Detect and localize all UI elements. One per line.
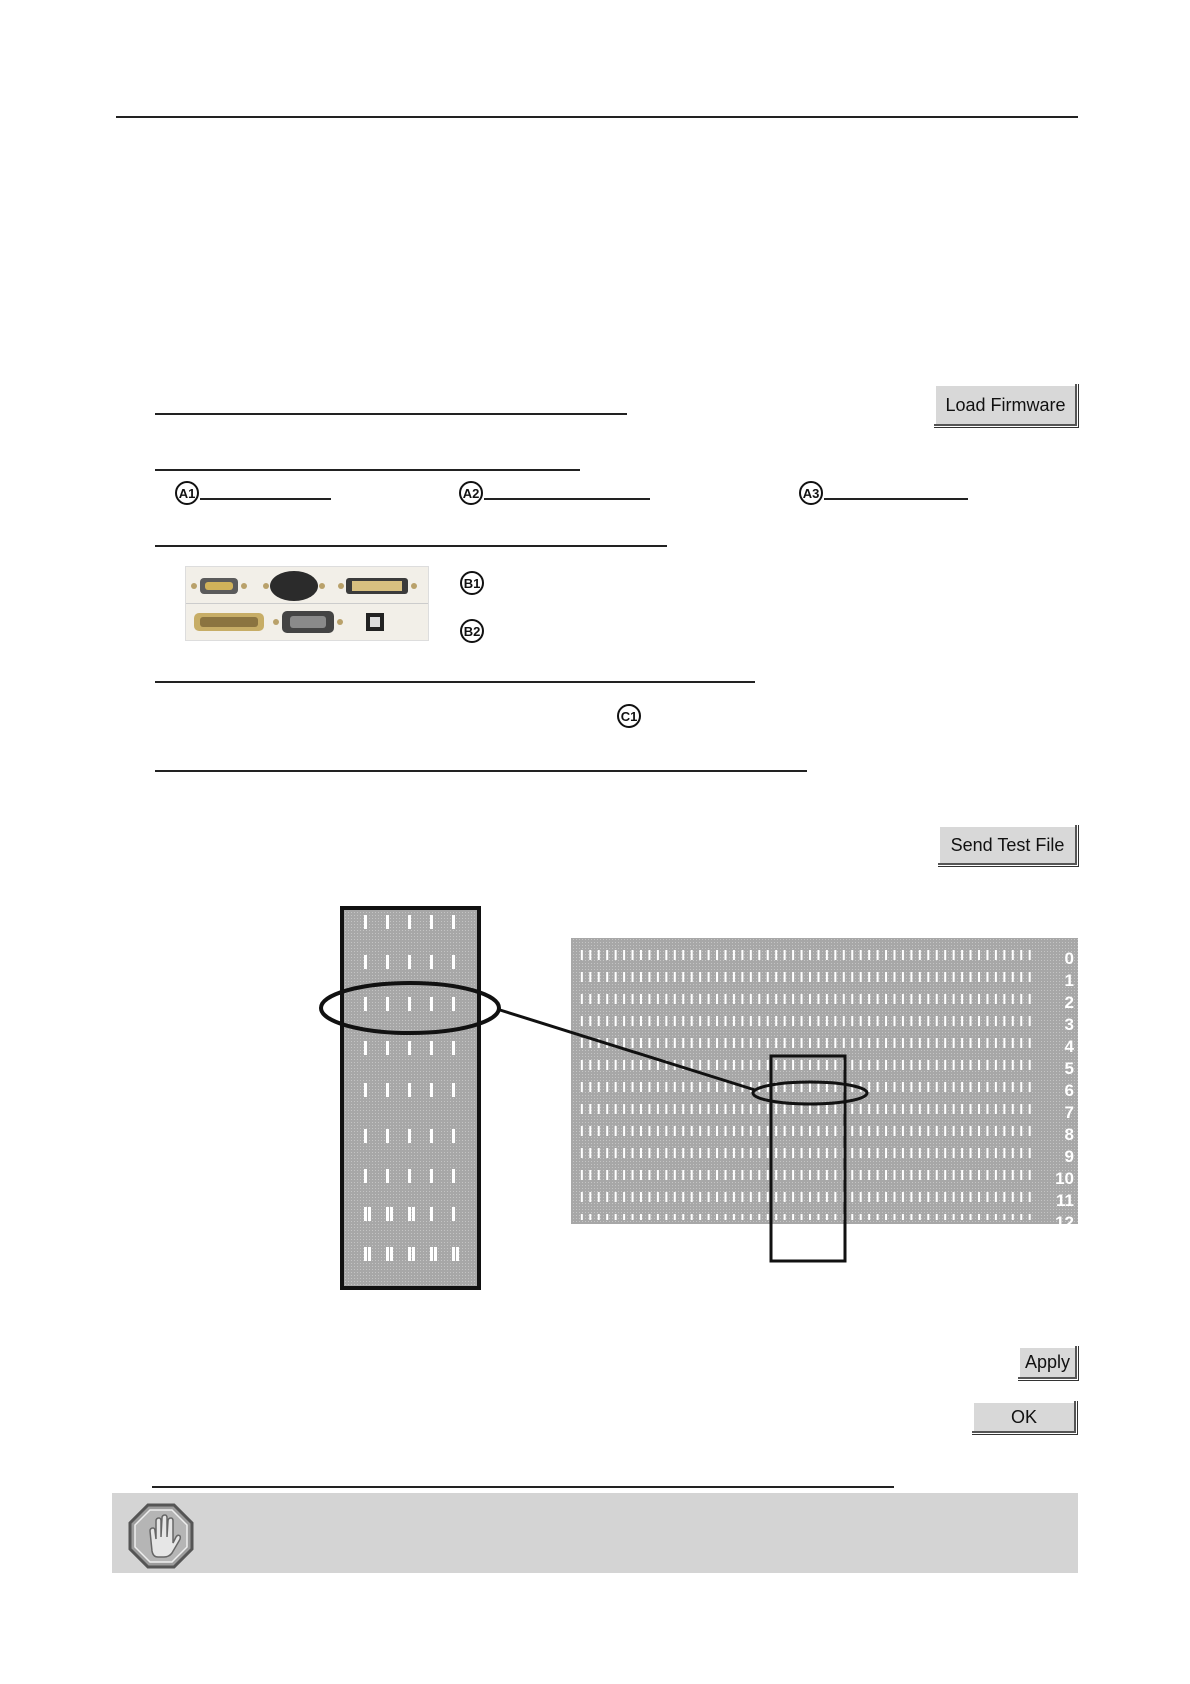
row-number: 5: [1064, 1059, 1074, 1078]
callout-c1: C1: [617, 704, 641, 728]
callout-a1: A1: [175, 481, 199, 505]
section-rule-2: [155, 469, 580, 471]
row-number: 7: [1064, 1103, 1074, 1122]
callout-a2: A2: [459, 481, 483, 505]
section-rule-6: [152, 1486, 894, 1488]
row-number: 6: [1064, 1081, 1074, 1100]
apply-button[interactable]: Apply: [1017, 1345, 1078, 1380]
row-number: 8: [1064, 1125, 1074, 1144]
page-top-rule: [116, 116, 1078, 118]
row-number: 3: [1064, 1015, 1074, 1034]
row-number: 2: [1064, 993, 1074, 1012]
send-test-file-button[interactable]: Send Test File: [937, 824, 1078, 866]
callout-a2-line: [484, 498, 650, 500]
callout-b1: B1: [460, 571, 484, 595]
section-rule-1: [155, 413, 627, 415]
row-number: 1: [1064, 971, 1074, 990]
callout-a3: A3: [799, 481, 823, 505]
ok-button[interactable]: OK: [971, 1400, 1077, 1434]
row-number: 12: [1055, 1213, 1074, 1232]
stop-hand-icon: [128, 1503, 194, 1569]
row-number: 10: [1055, 1169, 1074, 1188]
warning-notice-box: [112, 1493, 1078, 1573]
callout-a3-line: [824, 498, 968, 500]
row-number: 11: [1056, 1191, 1074, 1210]
section-rule-5: [155, 770, 807, 772]
section-rule-4: [155, 681, 755, 683]
interface-connectors-icon: [185, 566, 429, 641]
row-number: 4: [1064, 1037, 1074, 1056]
callout-b2: B2: [460, 619, 484, 643]
row-number: 0: [1064, 949, 1074, 968]
section-rule-3: [155, 545, 667, 547]
callout-a1-line: [200, 498, 331, 500]
load-firmware-button[interactable]: Load Firmware: [933, 383, 1078, 427]
row-number: 9: [1064, 1147, 1074, 1166]
nozzle-test-figure: [300, 900, 1090, 1300]
